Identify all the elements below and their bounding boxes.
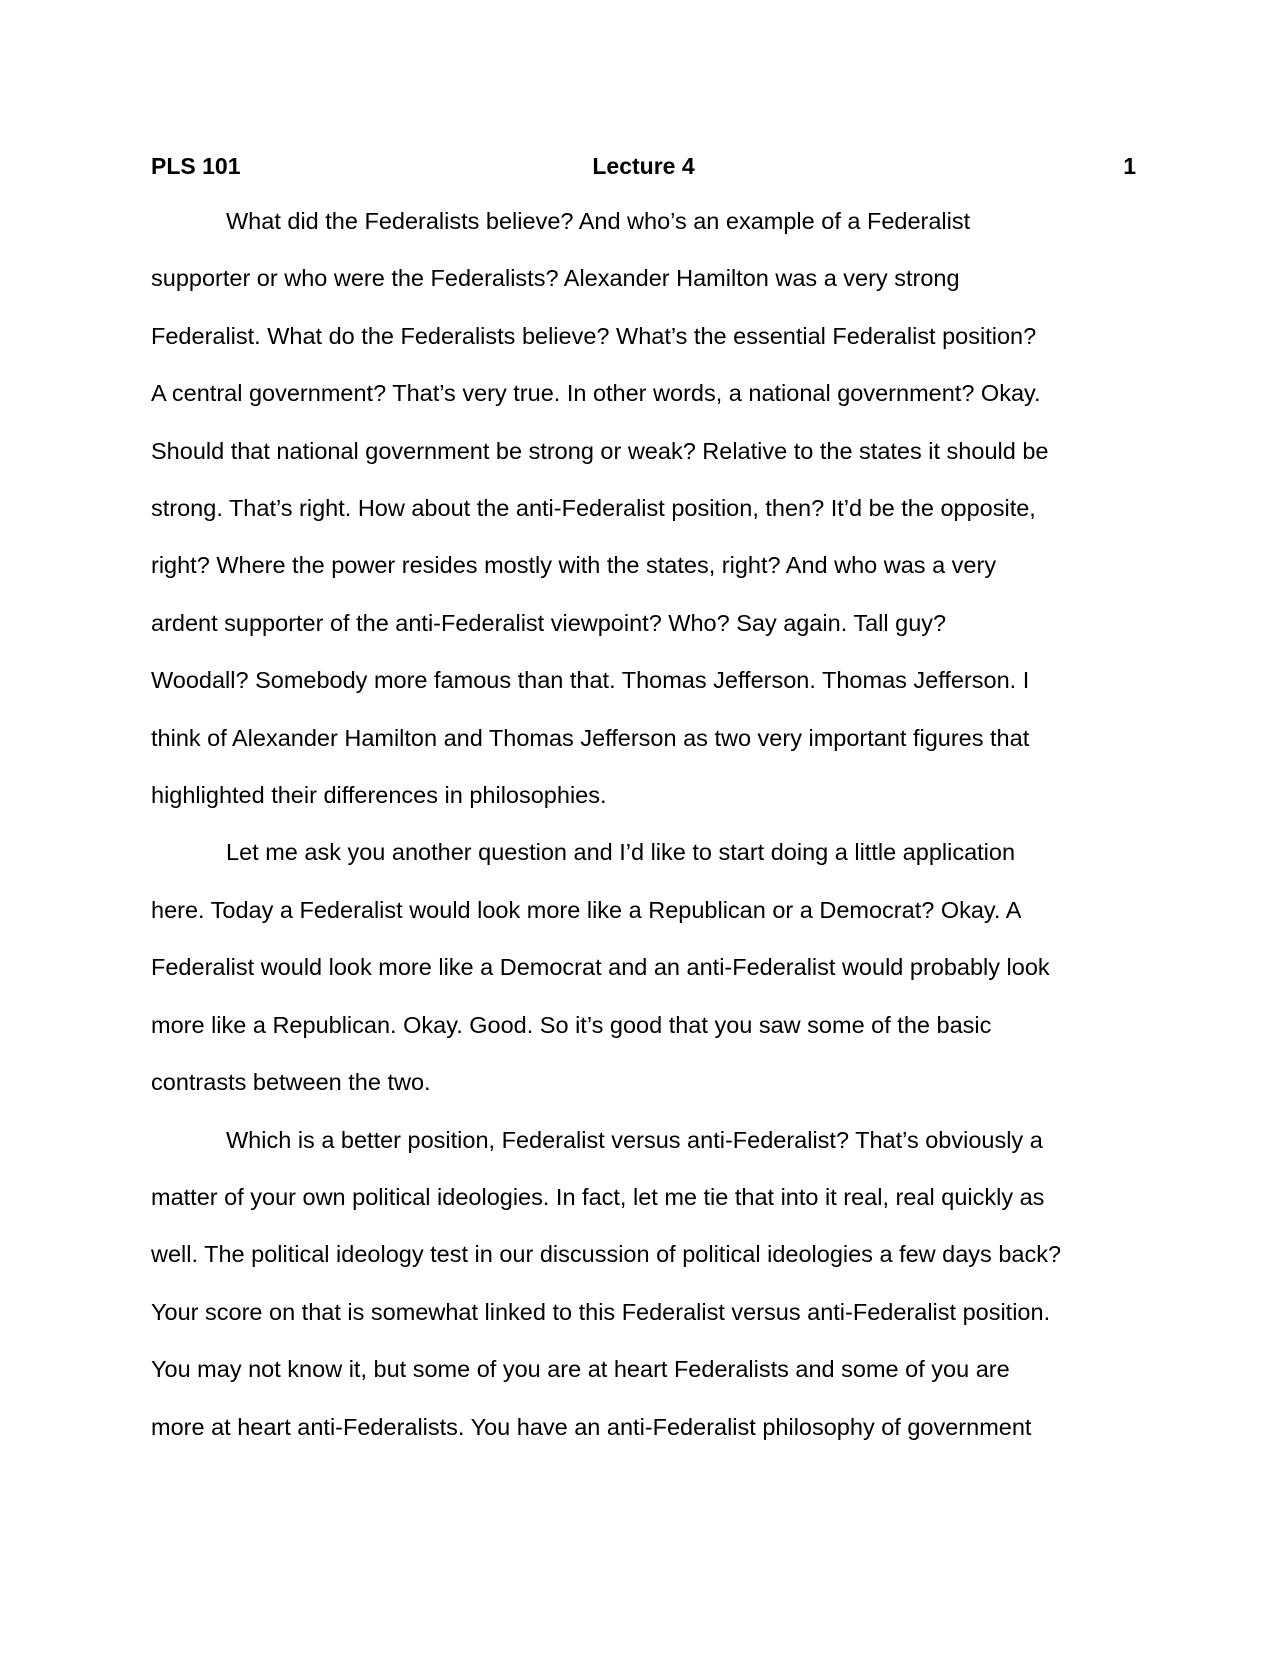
- page-number: 1: [1123, 153, 1136, 179]
- lecture-title: Lecture 4: [592, 153, 695, 179]
- text-line: Your score on that is somewhat linked to this Federalist versus anti-Federalist position.: [151, 1298, 1051, 1325]
- text-line: contrasts between the two.: [151, 1069, 431, 1096]
- text-line: Federalist would look more like a Democrat and an anti-Federalist would probably look: [151, 954, 1050, 981]
- paragraph: [151, 193, 1136, 824]
- text-line: think of Alexander Hamilton and Thomas Jefferson as two very important figures that: [151, 724, 1030, 751]
- text-line: more like a Republican. Okay. Good. So it’s good that you saw some of the basic: [151, 1011, 992, 1038]
- text-line: here. Today a Federalist would look more like a Republican or a Democrat? Okay. A: [151, 896, 1022, 923]
- document-page: [151, 146, 1136, 1456]
- text-line: Woodall? Somebody more famous than that. Thomas Jefferson. Thomas Jefferson. I: [151, 667, 1030, 694]
- page-header: [151, 146, 1136, 186]
- text-line: strong. That’s right. How about the anti-Federalist position, then? It’d be the opposite,: [151, 495, 1036, 522]
- text-line: Should that national government be strong or weak? Relative to the states it should be: [151, 437, 1049, 464]
- text-line: matter of your own political ideologies. In fact, let me tie that into it real, real quickly as: [151, 1183, 1045, 1210]
- text-line: right? Where the power resides mostly with the states, right? And who was a very: [151, 552, 997, 579]
- text-line: Federalist. What do the Federalists believe? What’s the essential Federalist position?: [151, 322, 1037, 349]
- text-line: ardent supporter of the anti-Federalist viewpoint? Who? Say again. Tall guy?: [151, 609, 947, 636]
- paragraph: [151, 1112, 1136, 1456]
- document-body: [151, 193, 1136, 1456]
- text-line: more at heart anti-Federalists. You have an anti-Federalist philosophy of government: [151, 1413, 1032, 1440]
- text-line: highlighted their differences in philosophies.: [151, 782, 607, 809]
- text-line: well. The political ideology test in our discussion of political ideologies a few days back?: [151, 1241, 1062, 1268]
- text-line: Which is a better position, Federalist versus anti-Federalist? That’s obviously a: [226, 1126, 1043, 1153]
- text-line: A central government? That’s very true. In other words, a national government? Okay.: [151, 380, 1041, 407]
- text-line: You may not know it, but some of you are at heart Federalists and some of you are: [151, 1356, 1010, 1383]
- text-line: supporter or who were the Federalists? Alexander Hamilton was a very strong: [151, 265, 960, 292]
- paragraph: [151, 824, 1136, 1111]
- text-line: What did the Federalists believe? And who’s an example of a Federalist: [226, 208, 971, 234]
- text-line: Let me ask you another question and I’d like to start doing a little application: [226, 839, 1016, 866]
- course-code: PLS 101: [151, 153, 241, 179]
